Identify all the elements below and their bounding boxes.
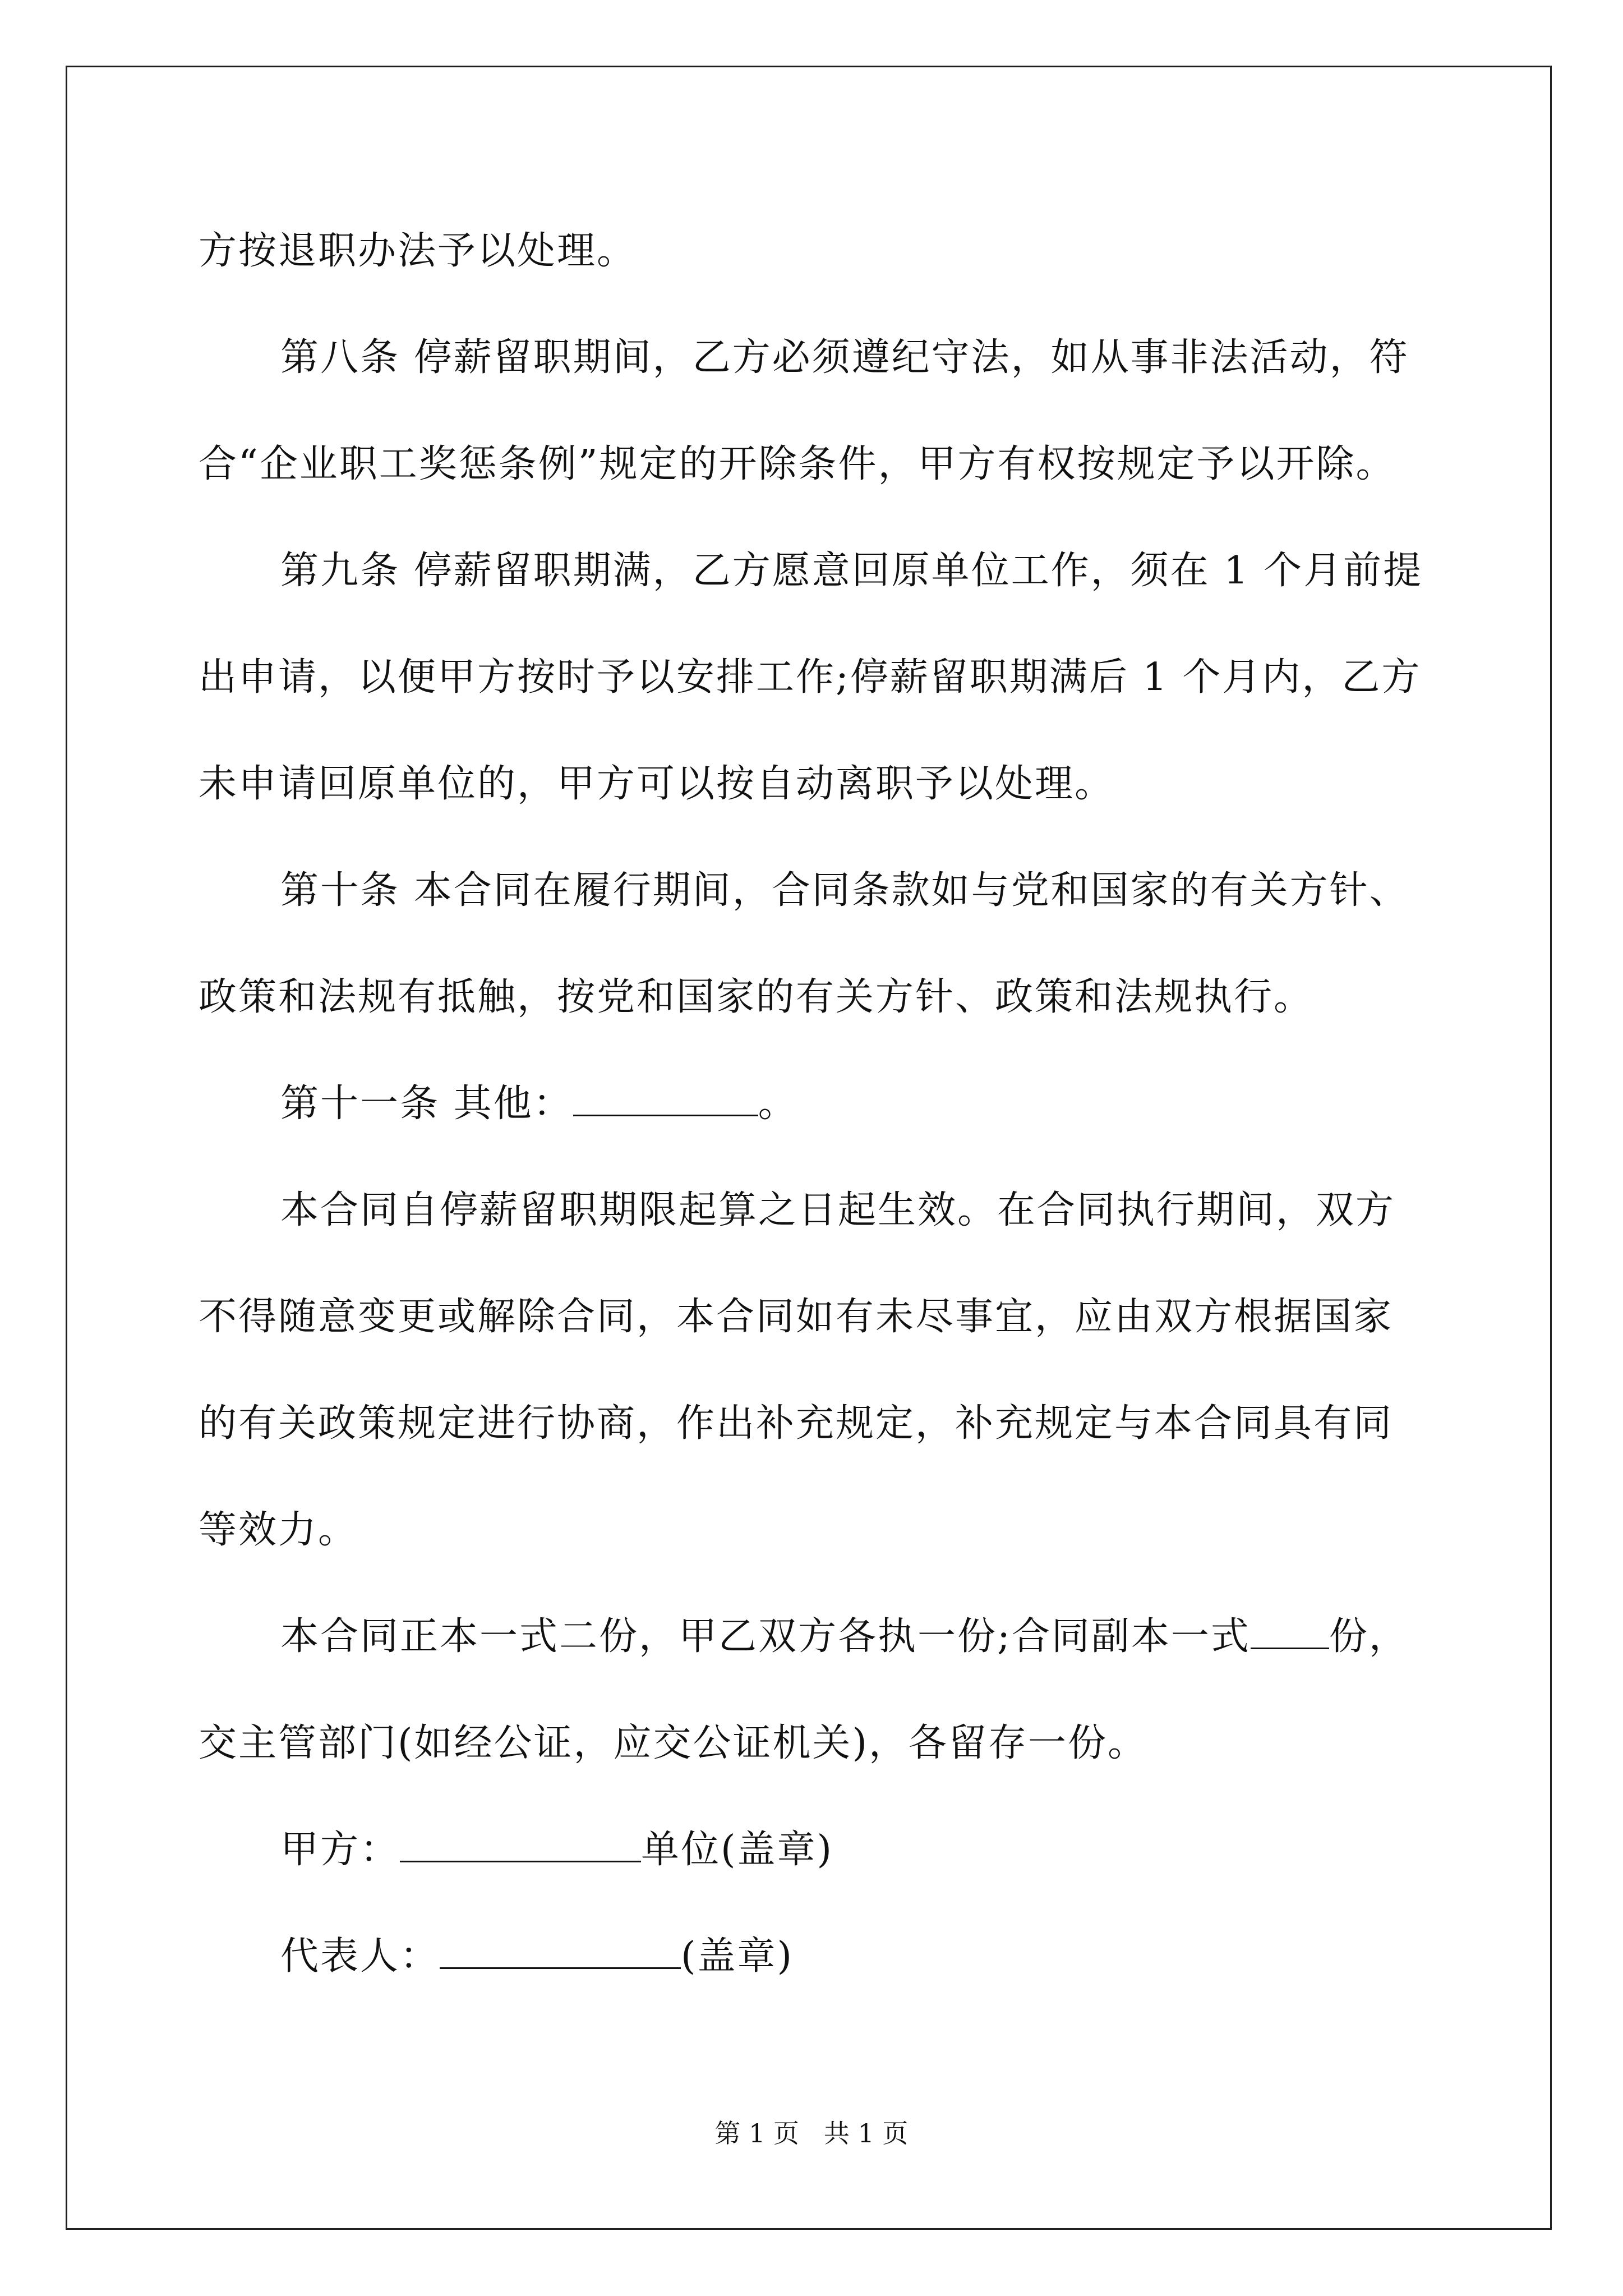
article-11 <box>280 1082 798 1126</box>
page-footer: 第 1 页 共 1 页 <box>714 2118 909 2148</box>
article-11-end: 。 <box>758 1082 798 1126</box>
copies-clause-line-2: 交主管部门(如经公证，应交公证机关)，各留存一份。 <box>199 1721 1148 1765</box>
party-a-seal: 单位(盖章) <box>641 1828 834 1872</box>
representative-blank <box>440 1939 681 1969</box>
article-8-line-2: 合“企业职工奖惩条例”规定的开除条件，甲方有权按规定予以开除。 <box>199 442 1396 486</box>
article-10-line-2: 政策和法规有抵触，按党和国家的有关方针、政策和法规执行。 <box>199 975 1314 1019</box>
copies-clause-line-1 <box>280 1614 1409 1659</box>
party-a-label: 甲方： <box>280 1828 400 1872</box>
article-9-line-1: 第九条 停薪留职期满，乙方愿意回原单位工作，须在 1 个月前提 <box>280 549 1423 593</box>
copies-count-blank <box>1251 1619 1329 1649</box>
article-8-line-1: 第八条 停薪留职期间，乙方必须遵纪守法，如从事非法活动，符 <box>280 335 1409 380</box>
article-11-label: 第十一条 其他： <box>280 1082 573 1126</box>
page-border <box>66 66 1552 2230</box>
article-9-line-3: 未申请回原单位的，甲方可以按自动离职予以处理。 <box>199 762 1115 806</box>
representative-seal: (盖章) <box>681 1934 794 1978</box>
article-9-line-2: 出申请，以便甲方按时予以安排工作;停薪留职期满后 1 个月内，乙方 <box>199 655 1422 700</box>
paragraph-continuation: 方按退职办法予以处理。 <box>199 229 637 273</box>
party-a-signature-line <box>280 1828 834 1872</box>
representative-label: 代表人： <box>280 1934 440 1978</box>
article-10-line-1: 第十条 本合同在履行期间，合同条款如与党和国家的有关方针、 <box>280 868 1409 913</box>
copies-clause-end: 份， <box>1329 1614 1409 1659</box>
effective-clause-line-4: 等效力。 <box>199 1508 358 1552</box>
other-terms-blank <box>573 1087 758 1116</box>
party-a-blank <box>400 1833 641 1862</box>
effective-clause-line-1: 本合同自停薪留职期限起算之日起生效。在合同执行期间，双方 <box>280 1188 1396 1232</box>
effective-clause-line-2: 不得随意变更或解除合同，本合同如有未尽事宜，应由双方根据国家 <box>199 1295 1394 1339</box>
copies-clause-text: 本合同正本一式二份，甲乙双方各执一份;合同副本一式 <box>280 1614 1251 1659</box>
representative-signature-line <box>280 1934 794 1978</box>
effective-clause-line-3: 的有关政策规定进行协商，作出补充规定，补充规定与本合同具有同 <box>199 1401 1394 1446</box>
